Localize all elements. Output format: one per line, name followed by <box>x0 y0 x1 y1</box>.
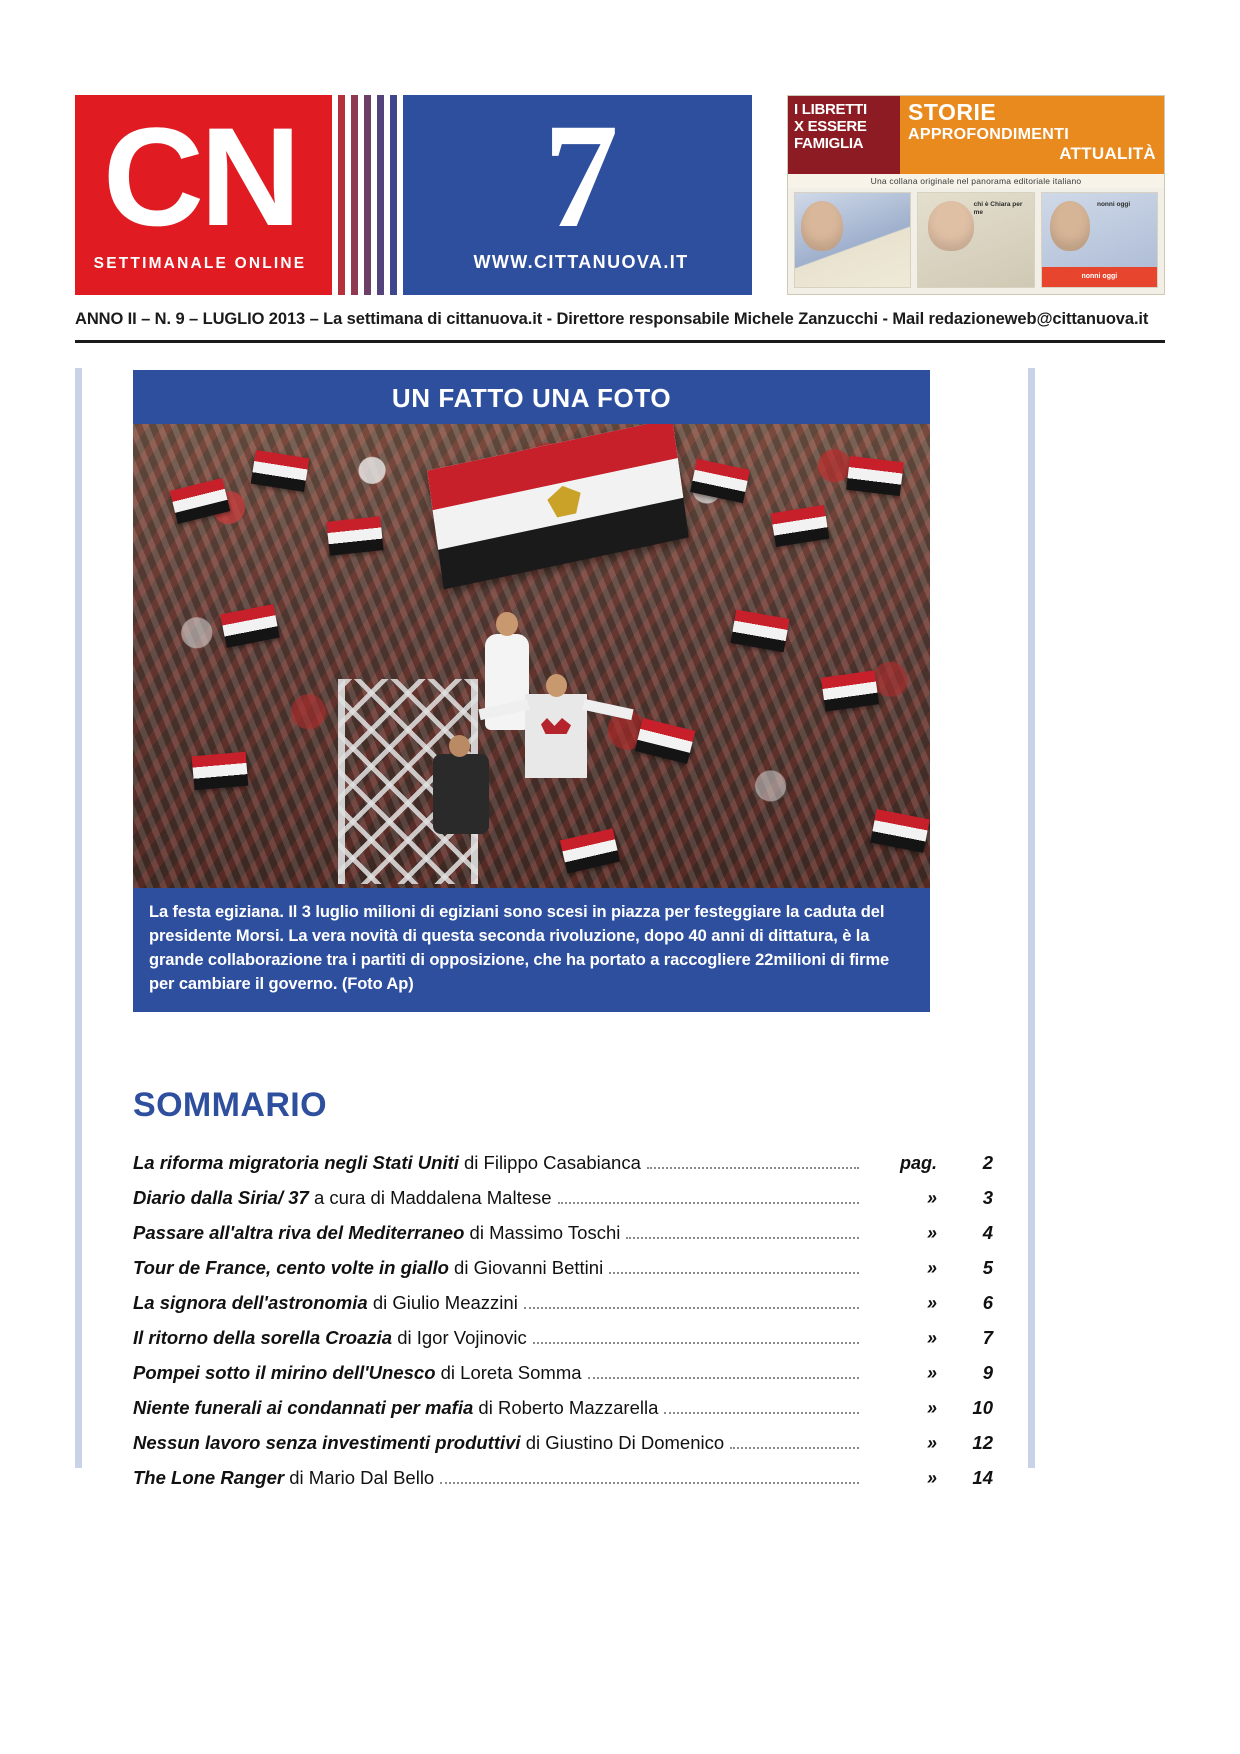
advert-strip-text: Una collana originale nel panorama editoriale italiano <box>788 174 1164 188</box>
toc-entry-title: Diario dalla Siria/ 37 <box>133 1187 309 1208</box>
leader-dots <box>524 1307 859 1309</box>
logo-block <box>75 95 325 295</box>
toc-entry-text <box>133 1432 724 1454</box>
photo-caption: La festa egiziana. Il 3 luglio milioni di egiziani sono scesi in piazza per festeggiare la caduta del presidente Morsi. La vera novità di questa seconda rivoluzione, dopo 40 anni di dittatura, è la grande collaborazione tra i partiti di opposizione, che ha portato a raccogliere 22milioni di firme per cambiare il governo. (Foto Ap) <box>149 903 890 993</box>
toc-entry-text <box>133 1222 620 1244</box>
advert-headline-storie: STORIE <box>908 99 997 125</box>
toc-entry-byline: di Giovanni Bettini <box>448 1257 604 1278</box>
toc-page-marker: » <box>926 1258 937 1278</box>
toc-entry-byline: di Massimo Toschi <box>464 1222 621 1243</box>
advert-book-2 <box>917 192 1034 288</box>
list-item[interactable] <box>133 1362 993 1397</box>
egyptian-flag-icon <box>192 752 249 791</box>
toc-page-number: 14 <box>972 1467 993 1488</box>
toc-page-marker: » <box>926 1223 937 1243</box>
masthead <box>75 95 1165 295</box>
photo-feature-title: UN FATTO UNA FOTO <box>391 383 672 413</box>
list-item[interactable] <box>133 1432 993 1467</box>
advert-headlines <box>900 96 1164 174</box>
toc-entry-title: La signora dell'astronomia <box>133 1292 368 1313</box>
list-item[interactable] <box>133 1187 993 1222</box>
portrait-photo <box>801 201 843 251</box>
portrait-photo <box>928 201 974 251</box>
toc-entry-byline: di Roberto Mazzarella <box>473 1397 659 1418</box>
logo-text: CN <box>102 98 298 255</box>
list-item[interactable] <box>133 1467 993 1502</box>
leader-dots <box>626 1237 859 1239</box>
leader-dots <box>647 1167 859 1169</box>
photo-feature <box>133 370 930 1012</box>
toc-entry-byline: di Filippo Casabianca <box>458 1152 641 1173</box>
person-arms-outstretched <box>525 694 587 778</box>
toc-page-marker: » <box>926 1188 937 1208</box>
site-url[interactable]: WWW.CITTANUOVA.IT <box>473 252 689 272</box>
toc-entry-byline: di Mario Dal Bello <box>284 1467 435 1488</box>
toc-page-marker: » <box>926 1328 937 1348</box>
right-rail <box>1028 368 1035 1468</box>
toc-entry-text <box>133 1327 527 1349</box>
logo-subtitle: SETTIMANALE ONLINE <box>93 255 307 272</box>
toc-entry-text <box>133 1467 434 1489</box>
list-item[interactable] <box>133 1257 993 1292</box>
toc-entry-title: The Lone Ranger <box>133 1467 285 1488</box>
toc-page-marker: » <box>926 1363 937 1383</box>
toc-entry-title: Tour de France, cento volte in giallo <box>133 1257 449 1278</box>
list-item[interactable] <box>133 1152 993 1187</box>
toc-entry-byline: a cura di Maddalena Maltese <box>308 1187 552 1208</box>
toc-entry-byline: di Igor Vojinovic <box>392 1327 527 1348</box>
toc-entry-title: La riforma migratoria negli Stati Uniti <box>133 1152 459 1173</box>
advert-headline-attualita: ATTUALITÀ <box>1059 144 1156 163</box>
list-item[interactable] <box>133 1292 993 1327</box>
toc-entry-text <box>133 1397 658 1419</box>
toc-entry-title: Pompei sotto il mirino dell'Unesco <box>133 1362 436 1383</box>
advert-brand <box>788 96 900 174</box>
toc-page-number: 10 <box>972 1397 993 1418</box>
leader-dots <box>588 1377 859 1379</box>
leader-dots <box>533 1342 859 1344</box>
issue-info-line: ANNO II – N. 9 – LUGLIO 2013 – La settimana di cittanuova.it - Direttore responsabile Michele Zanzucchi - Mail redazioneweb@cittanuova.it <box>75 310 1149 328</box>
advert-book-3 <box>1041 192 1158 288</box>
person-head <box>496 612 518 636</box>
toc-page-number: 9 <box>982 1362 993 1383</box>
advert-book-3-title: nonni oggi <box>1096 201 1131 208</box>
leader-dots <box>609 1272 859 1274</box>
egyptian-flag-icon <box>326 516 383 555</box>
toc-page-number: 2 <box>982 1152 993 1173</box>
toc-entry-byline: di Giustino Di Domenico <box>520 1432 725 1453</box>
feature-photograph <box>133 424 930 888</box>
issue-block <box>410 95 752 295</box>
toc-entry-text <box>133 1292 518 1314</box>
leader-dots <box>730 1447 859 1449</box>
advert-banner[interactable] <box>787 95 1165 295</box>
toc-page-marker: » <box>926 1468 937 1488</box>
barcode-bars <box>325 95 410 295</box>
portrait-photo <box>1050 201 1090 251</box>
toc-entry-title: Il ritorno della sorella Croazia <box>133 1327 393 1348</box>
toc-entry-title: Niente funerali ai condannati per mafia <box>133 1397 474 1418</box>
list-item[interactable] <box>133 1397 993 1432</box>
table-of-contents <box>133 1152 993 1502</box>
toc-entry-title: Passare all'altra riva del Mediterraneo <box>133 1222 465 1243</box>
person-head <box>449 735 470 757</box>
toc-entry-byline: di Giulio Meazzini <box>367 1292 518 1313</box>
toc-page-number: 7 <box>982 1327 993 1348</box>
toc-entry-text <box>133 1152 641 1174</box>
toc-page-number: 12 <box>972 1432 993 1453</box>
advert-brand-line1: I LIBRETTI <box>794 101 867 118</box>
advert-headline-approfondimenti: APPROFONDIMENTI <box>908 126 1069 143</box>
leader-dots <box>664 1412 859 1414</box>
person-shirt <box>525 694 587 778</box>
toc-entry-text <box>133 1187 552 1209</box>
header-divider <box>75 340 1165 343</box>
person-seated-dark <box>433 754 489 834</box>
list-item[interactable] <box>133 1327 993 1362</box>
advert-book-2-title: chi è Chiara per me <box>973 201 1023 216</box>
toc-page-marker: pag. <box>899 1153 937 1173</box>
advert-brand-line2: X ESSERE <box>794 118 867 135</box>
toc-page-marker: » <box>926 1433 937 1453</box>
person-head <box>546 674 567 697</box>
list-item[interactable] <box>133 1222 993 1257</box>
advert-books <box>788 188 1164 292</box>
advert-book-3-footer: nonni oggi <box>1042 267 1157 287</box>
left-rail <box>75 368 82 1468</box>
issue-number: 7 <box>543 93 619 259</box>
toc-page-number: 4 <box>982 1222 993 1243</box>
sommario-heading: SOMMARIO <box>133 1086 327 1124</box>
toc-page-marker: » <box>926 1293 937 1313</box>
toc-entry-text <box>133 1257 603 1279</box>
toc-entry-title: Nessun lavoro senza investimenti produttivi <box>133 1432 521 1453</box>
toc-page-marker: » <box>926 1398 937 1418</box>
leader-dots <box>558 1202 859 1204</box>
toc-page-number: 3 <box>982 1187 993 1208</box>
toc-page-number: 6 <box>982 1292 993 1313</box>
leader-dots <box>440 1482 859 1484</box>
toc-entry-text <box>133 1362 582 1384</box>
egyptian-flag-icon <box>846 456 904 496</box>
toc-page-number: 5 <box>982 1257 993 1278</box>
advert-book-1 <box>794 192 911 288</box>
advert-brand-line3: FAMIGLIA <box>794 135 864 152</box>
toc-entry-byline: di Loreta Somma <box>435 1362 582 1383</box>
